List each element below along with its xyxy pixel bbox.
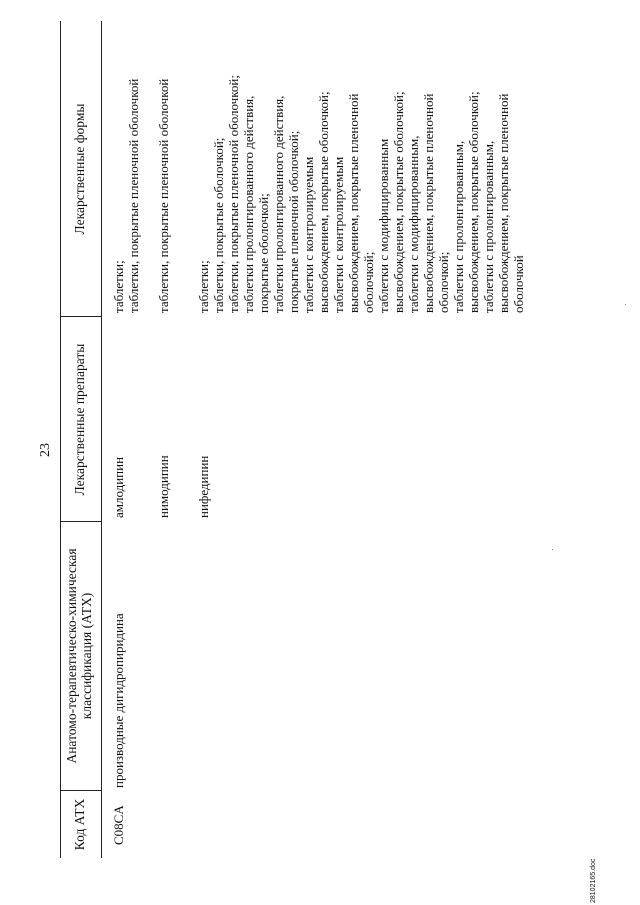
dosage-form: таблетки; <box>111 260 126 313</box>
dosage-form: таблетки с контролируемым <box>331 156 346 313</box>
header-code: Код АТХ <box>72 798 87 851</box>
page-number: 23 <box>38 443 53 457</box>
dosage-form: высвобождением, покрытые оболочкой; <box>391 91 406 313</box>
dosage-form: таблетки с модифицированным, <box>406 135 421 313</box>
table-top-rule <box>60 21 61 858</box>
drug-name: нимодипин <box>156 455 171 518</box>
dosage-form: оболочкой; <box>436 251 451 313</box>
dosage-form: высвобождением, покрытые оболочкой; <box>466 91 481 313</box>
header-forms: Лекарственные формы <box>72 103 87 235</box>
drug-name: амлодипин <box>111 456 126 518</box>
dosage-form: таблетки; <box>196 260 211 313</box>
dosage-form: высвобождением, покрытые оболочкой; <box>316 91 331 313</box>
file-name: 28102165.doc <box>590 858 597 903</box>
scan-speck <box>552 549 553 550</box>
dosage-form: оболочкой; <box>361 251 376 313</box>
header-drugs: Лекарственные препараты <box>72 343 87 496</box>
dosage-form: высвобождением, покрытые пленочной <box>496 93 511 313</box>
atc-classification: производные дигидропиридина <box>111 613 126 788</box>
dosage-form: покрытые пленочной оболочкой; <box>286 130 301 313</box>
dosage-form: таблетки с модифицированным <box>376 138 391 313</box>
dosage-form: высвобождением, покрытые пленочной <box>346 93 361 313</box>
dosage-form: таблетки с пролонгированным, <box>451 140 466 313</box>
header-classification: Анатомо-терапевтическо-химическая классификация (АТХ) <box>64 548 94 764</box>
dosage-form: покрытые оболочкой; <box>256 193 271 313</box>
scan-speck <box>625 304 626 305</box>
dosage-form: таблетки с контролируемым <box>301 156 316 313</box>
drug-name: нифедипин <box>196 455 211 518</box>
dosage-form: таблетки, покрытые оболочкой; <box>211 137 226 313</box>
dosage-form: оболочкой <box>511 255 526 313</box>
dosage-form: таблетки с пролонгированным, <box>481 140 496 313</box>
dosage-form: высвобождением, покрытые пленочной <box>421 93 436 313</box>
dosage-form: таблетки, покрытые пленочной оболочкой; <box>226 75 241 313</box>
dosage-form: таблетки, покрытые пленочной оболочкой <box>126 78 141 313</box>
dosage-form: таблетки пролонгированного действия, <box>241 95 256 313</box>
atc-code: C08CA <box>111 805 126 845</box>
dosage-form: таблетки пролонгированного действия, <box>271 95 286 313</box>
header-bottom-rule <box>101 21 102 858</box>
dosage-form: таблетки, покрытые пленочной оболочкой <box>156 78 171 313</box>
